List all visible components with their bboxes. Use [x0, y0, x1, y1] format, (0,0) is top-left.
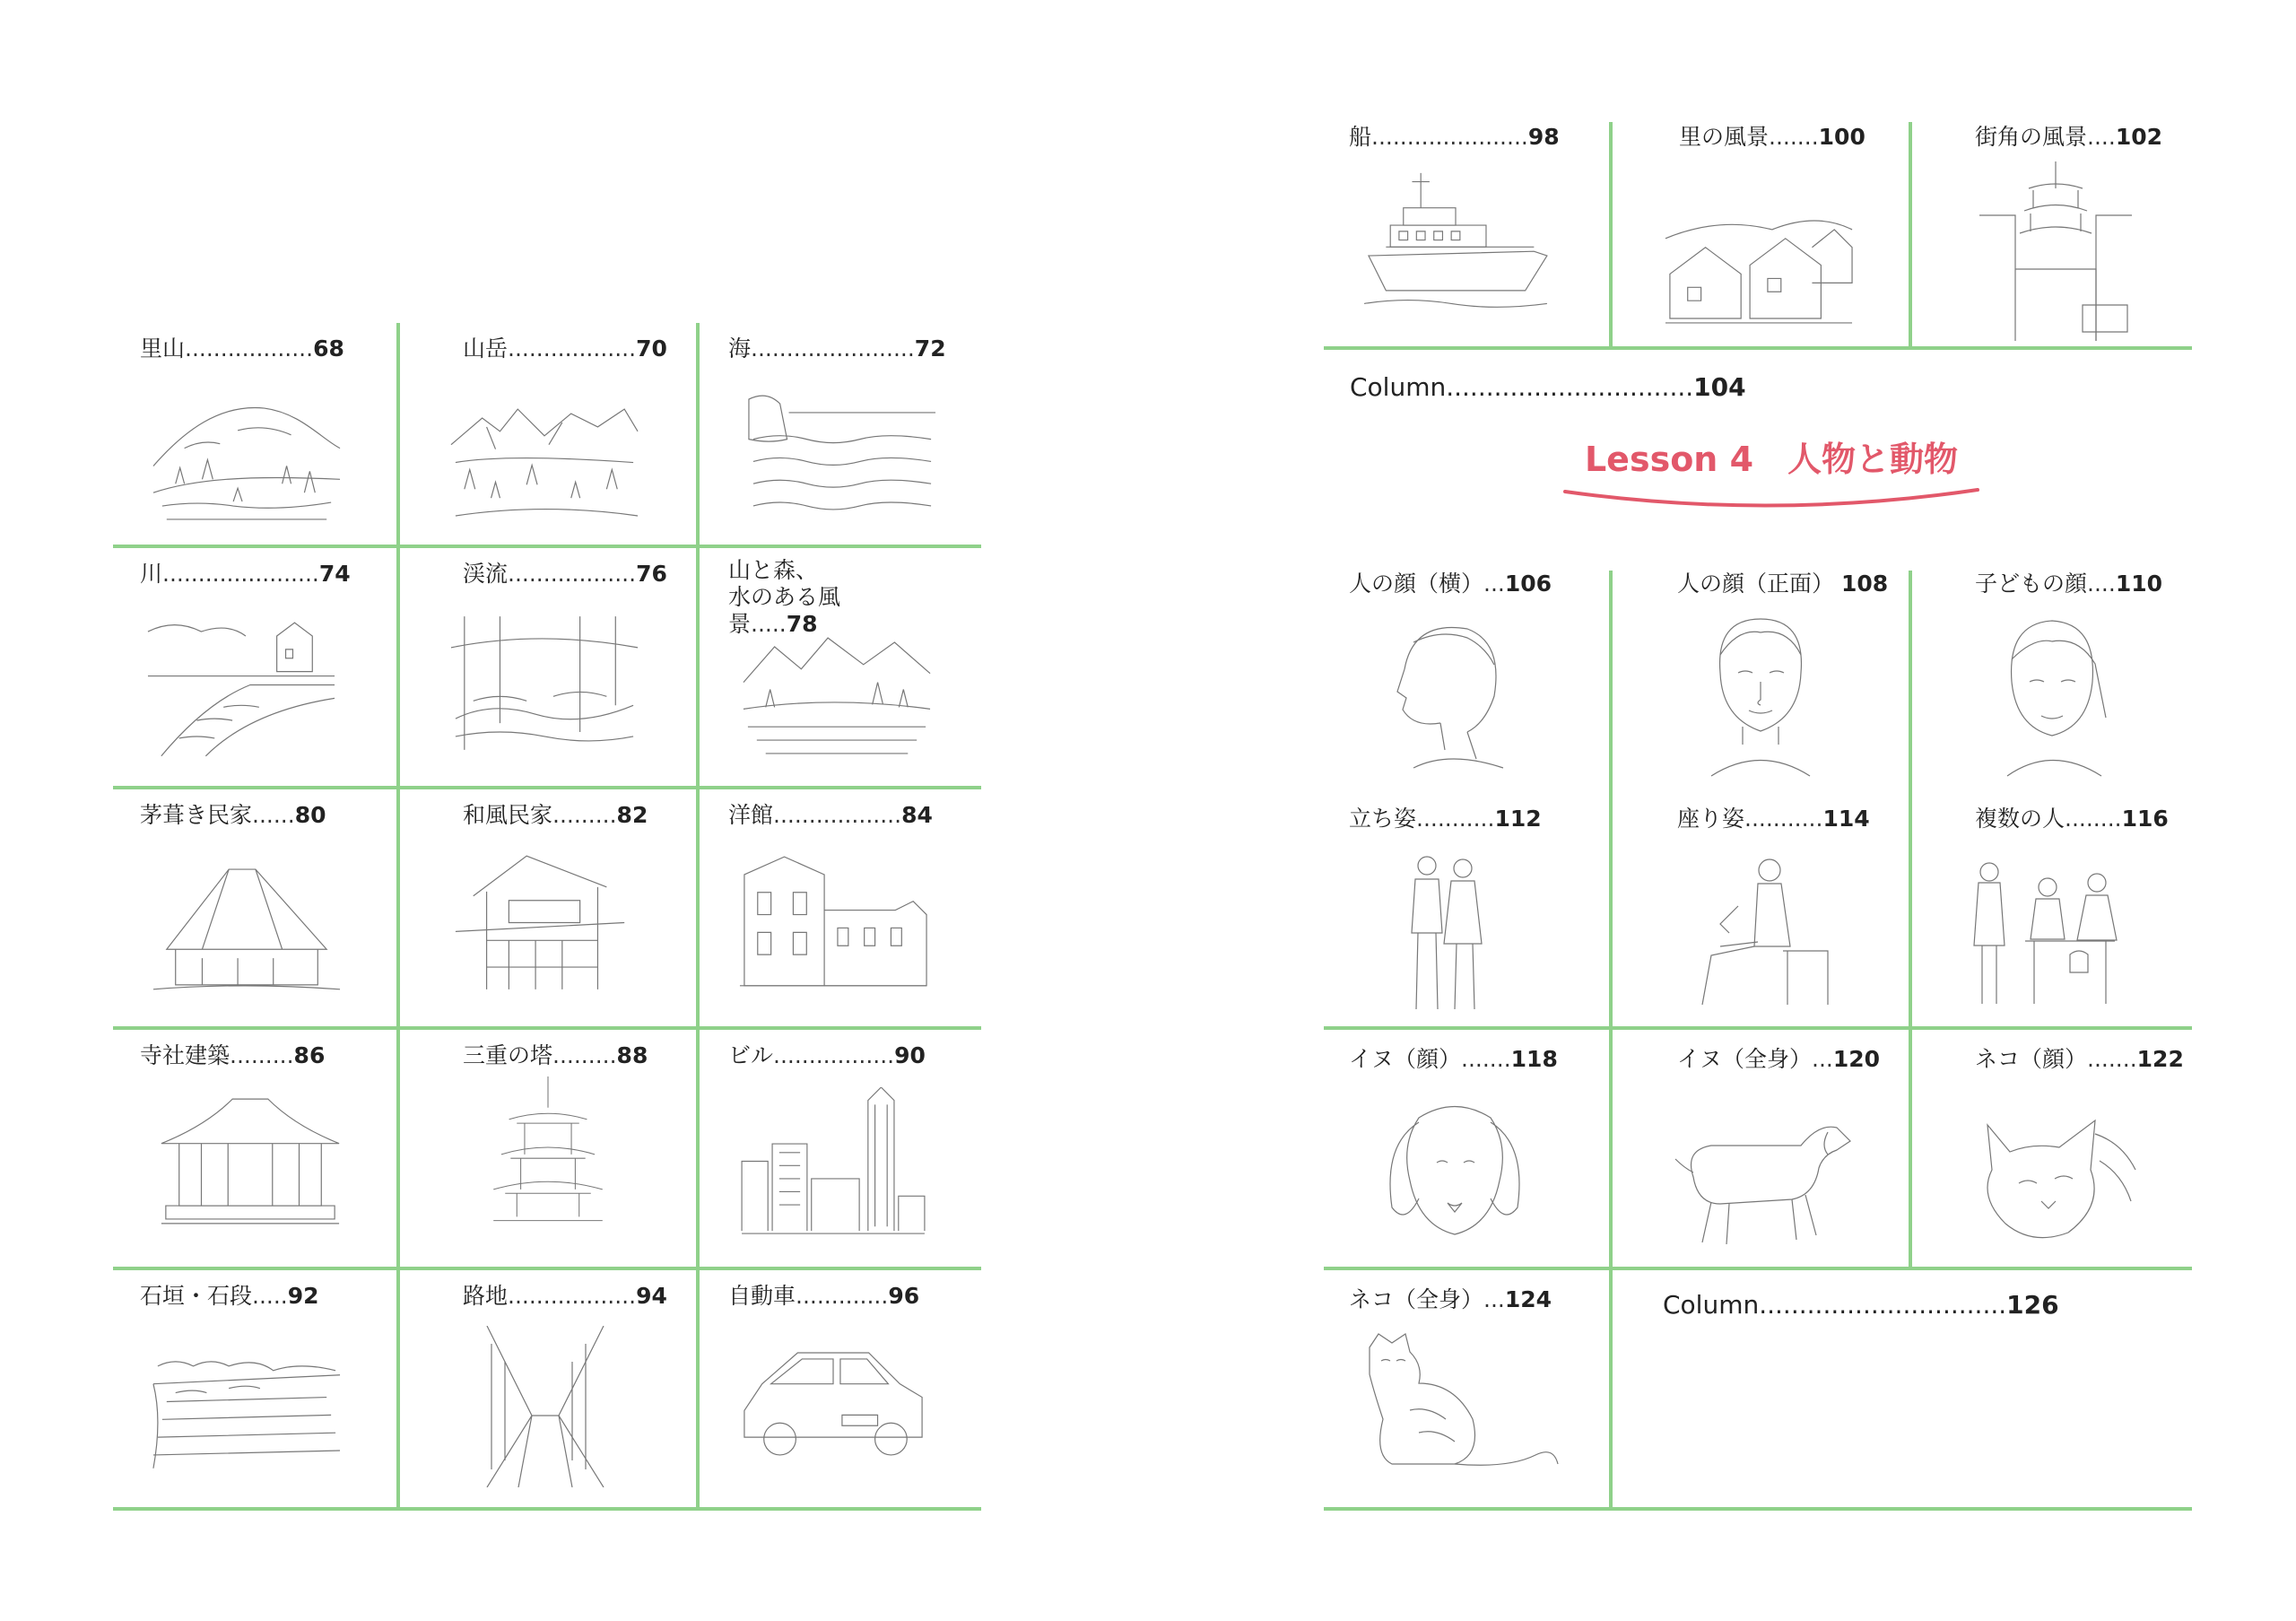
toc-entry-face-profile[interactable] [1324, 571, 1609, 786]
toc-entry-satoyama[interactable] [113, 323, 396, 545]
entry-label: ビル [728, 1042, 774, 1068]
seated-figure-sketch-icon [1675, 852, 1837, 1014]
entry-label: 寺社建築 [140, 1042, 230, 1068]
leader-dots: ............. [796, 1283, 889, 1309]
toc-entry-sea[interactable] [700, 323, 981, 545]
grid-divider [1324, 1507, 2192, 1511]
entry-label: イヌ（顔） [1349, 1046, 1462, 1072]
cat-face-sketch-icon [1970, 1098, 2140, 1251]
child-face-sketch-icon [1980, 610, 2124, 780]
sea-sketch-icon [744, 379, 940, 527]
page-number: 120 [1832, 1046, 1881, 1072]
toc-entry-stone-steps[interactable] [113, 1270, 396, 1507]
leader-dots: ......... [552, 802, 617, 828]
entry-label: 立ち姿 [1349, 806, 1417, 832]
entry-label: ネコ（顔） [1975, 1046, 2088, 1072]
leader-dots: ..... [252, 1283, 288, 1309]
right-top-grid [1324, 122, 2192, 355]
leader-dots: ...................... [162, 561, 319, 587]
leader-dots: .................. [773, 802, 902, 828]
entry-label: Column [1350, 372, 1447, 402]
western-mansion-sketch-icon [735, 845, 931, 993]
river-sketch-icon [144, 611, 339, 759]
page-number: 108 [1840, 571, 1889, 597]
leader-dots: ............................... [1759, 1290, 2007, 1320]
face-front-sketch-icon [1693, 610, 1828, 780]
toc-entry-river[interactable] [113, 548, 396, 786]
leader-dots: ........... [1744, 806, 1823, 832]
page-number: 88 [616, 1042, 648, 1068]
toc-entry-seated-figure[interactable] [1613, 789, 1909, 1026]
toc-entry-cat-body[interactable] [1324, 1270, 1609, 1507]
entry-label: 里山 [140, 336, 186, 362]
toc-entry-western-mansion[interactable] [700, 789, 981, 1026]
entry-label: 街角の風景 [1975, 124, 2088, 150]
leader-dots: .... [2087, 124, 2116, 150]
entry-label: 子どもの顔 [1975, 571, 2088, 597]
leader-dots: ....... [1461, 1046, 1511, 1072]
leader-dots: ........... [1416, 806, 1495, 832]
thatched-house-sketch-icon [149, 849, 344, 997]
mountain-sketch-icon [447, 393, 642, 541]
dachshund-sketch-icon [1666, 1105, 1855, 1249]
leader-dots: ...... [252, 802, 295, 828]
page-number: 94 [636, 1283, 667, 1309]
right-contents-grid [1324, 571, 2192, 1518]
entry-label: 路地 [463, 1283, 509, 1309]
leader-dots: .................. [508, 336, 637, 362]
page-number: 74 [318, 561, 351, 587]
page-number: 82 [616, 802, 648, 828]
page-number: 92 [287, 1283, 319, 1309]
lesson-underline-swash [1556, 484, 1987, 511]
toc-entry-dachshund[interactable] [1613, 1030, 1909, 1267]
toc-entry-face-front[interactable] [1613, 571, 1909, 786]
cat-body-sketch-icon [1356, 1329, 1562, 1482]
entry-label: 渓流 [463, 561, 509, 587]
entry-label: 川 [140, 561, 163, 587]
leader-dots: ..... [751, 611, 787, 637]
toc-entry-car[interactable] [700, 1270, 981, 1507]
entry-label-line1: 山と森、 [728, 557, 819, 583]
page-number: 114 [1822, 806, 1870, 832]
toc-entry-cat-face[interactable] [1912, 1030, 2192, 1267]
page-number: 106 [1504, 571, 1552, 597]
leader-dots: ....................... [751, 336, 915, 362]
toc-entry-thatched-house[interactable] [113, 789, 396, 1026]
group-people-sketch-icon [1962, 856, 2142, 1008]
leader-dots: ... [1812, 1046, 1833, 1072]
toc-entry-lake-landscape[interactable] [700, 548, 981, 786]
page-number: 104 [1693, 372, 1746, 402]
toc-entry-column-1[interactable] [1350, 372, 1746, 402]
toc-entry-village[interactable] [1613, 122, 1909, 346]
page-number: 126 [2006, 1290, 2059, 1320]
toc-entry-japanese-house[interactable] [400, 789, 696, 1026]
japanese-house-sketch-icon [447, 849, 642, 997]
entry-label-line2: 水のある風景 [728, 584, 841, 637]
mountain-stream-sketch-icon [447, 609, 642, 757]
toc-entry-street-corner[interactable] [1912, 122, 2192, 346]
page-number: 116 [2121, 806, 2169, 832]
standing-figures-sketch-icon [1396, 852, 1494, 1014]
left-contents-grid [113, 323, 981, 1516]
satoyama-sketch-icon [149, 388, 344, 536]
leader-dots: ........ [2065, 806, 2122, 832]
page-number: 68 [313, 336, 344, 362]
pagoda-sketch-icon [450, 1076, 646, 1224]
leader-dots: ....... [1769, 124, 1819, 150]
entry-label: イヌ（全身） [1677, 1046, 1813, 1072]
entry-label: 石垣・石段 [140, 1283, 253, 1309]
leader-dots: .................. [185, 336, 314, 362]
toc-entry-mountains[interactable] [400, 323, 696, 545]
village-sketch-icon [1661, 196, 1857, 344]
entry-label: 洋館 [728, 802, 774, 828]
page-number: 76 [636, 561, 667, 587]
leader-dots: ................. [773, 1042, 895, 1068]
entry-label: 海 [728, 336, 752, 362]
leader-dots: ............................... [1446, 372, 1694, 402]
entry-label: 山岳 [463, 336, 509, 362]
building-sketch-icon [735, 1087, 931, 1235]
entry-label: 自動車 [728, 1283, 796, 1309]
toc-entry-mountain-stream[interactable] [400, 548, 696, 786]
lake-landscape-sketch-icon [739, 622, 935, 770]
page-number: 78 [786, 611, 818, 637]
page-number: 118 [1510, 1046, 1558, 1072]
page-number: 112 [1494, 806, 1542, 832]
leader-dots: ......... [552, 1042, 617, 1068]
page-number: 84 [901, 802, 933, 828]
toc-entry-pagoda[interactable] [400, 1030, 696, 1267]
grid-divider [1324, 346, 2192, 350]
leader-dots: .................. [508, 561, 637, 587]
page-number: 122 [2136, 1046, 2184, 1072]
lesson-4-heading [1556, 434, 1987, 515]
leader-dots: ......... [230, 1042, 294, 1068]
entry-label: 人の顔（横） [1349, 571, 1484, 597]
page-number: 124 [1504, 1286, 1552, 1312]
toc-entry-dog-face[interactable] [1324, 1030, 1609, 1267]
page-number: 96 [888, 1283, 920, 1309]
toc-entry-standing-figures[interactable] [1324, 789, 1609, 1026]
entry-label: 人の顔（正面） [1677, 571, 1835, 597]
entry-label: Column [1663, 1290, 1760, 1320]
toc-entry-alley[interactable] [400, 1270, 696, 1507]
grid-divider [113, 1507, 981, 1511]
toc-entry-child-face[interactable] [1912, 571, 2192, 786]
alley-sketch-icon [483, 1326, 608, 1487]
page-number: 80 [294, 802, 326, 828]
toc-entry-column-2[interactable] [1663, 1290, 2059, 1320]
page-number: 110 [2115, 571, 2162, 597]
page-number: 72 [914, 336, 946, 362]
dog-face-sketch-icon [1365, 1091, 1544, 1252]
toc-entry-building[interactable] [700, 1030, 981, 1267]
right-page [1148, 0, 2296, 1621]
leader-dots: ... [1483, 1286, 1505, 1312]
entry-label: 座り姿 [1677, 806, 1745, 832]
leader-dots: ...................... [1371, 124, 1528, 150]
entry-label: 船 [1349, 124, 1372, 150]
leader-dots: .................. [508, 1283, 637, 1309]
toc-entry-group-people[interactable] [1912, 789, 2192, 1026]
page-number: 90 [894, 1042, 926, 1068]
page-number: 102 [2115, 124, 2162, 150]
leader-dots: .... [2087, 571, 2116, 597]
car-sketch-icon [735, 1328, 931, 1476]
leader-dots: ... [1483, 571, 1505, 597]
entry-label: 和風民家 [463, 802, 553, 828]
page-number: 98 [1527, 124, 1560, 150]
lesson-title: Lesson 4 人物と動物 [1584, 440, 1959, 479]
entry-label: 三重の塔 [463, 1042, 553, 1068]
toc-entry-ship[interactable] [1324, 122, 1609, 346]
stone-steps-sketch-icon [149, 1328, 344, 1476]
leader-dots: ....... [2087, 1046, 2137, 1072]
street-corner-sketch-icon [1975, 161, 2136, 341]
temple-sketch-icon [152, 1087, 348, 1235]
page-number: 86 [293, 1042, 326, 1068]
face-profile-sketch-icon [1378, 615, 1512, 777]
entry-label: 茅葺き民家 [140, 802, 253, 828]
entry-label: 里の風景 [1679, 124, 1770, 150]
entry-label: ネコ（全身） [1349, 1286, 1484, 1312]
entry-label: 複数の人 [1975, 806, 2066, 832]
page-number: 70 [636, 336, 667, 362]
ship-sketch-icon [1358, 169, 1553, 317]
toc-entry-temple[interactable] [113, 1030, 396, 1267]
page-number: 100 [1818, 124, 1866, 150]
